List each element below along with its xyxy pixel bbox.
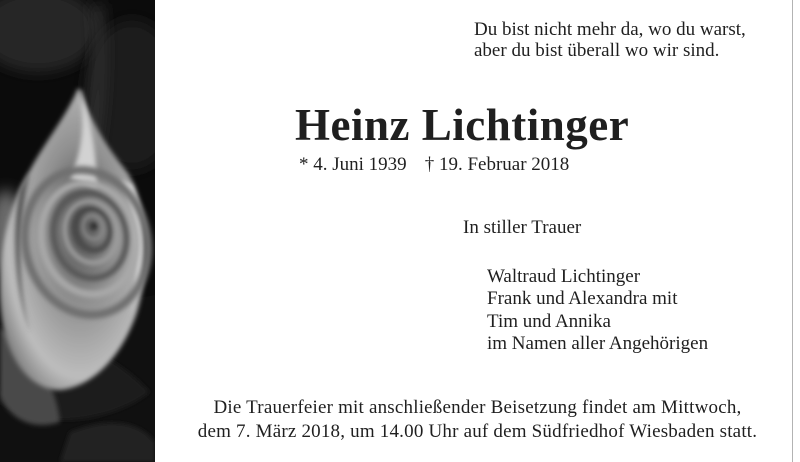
epigraph-line-1: Du bist nicht mehr da, wo du warst, <box>474 19 746 40</box>
deceased-name: Heinz Lichtinger <box>295 100 630 150</box>
rose-image <box>0 0 155 462</box>
funeral-announcement <box>155 396 800 444</box>
epigraph-line-2: aber du bist überall wo wir sind. <box>474 40 720 61</box>
mourner-line: Waltraud Lichtinger <box>487 266 641 287</box>
life-dates <box>299 154 569 176</box>
rose-photo <box>0 0 155 462</box>
mourner-line: im Namen aller Angehörigen <box>487 332 709 354</box>
epigraph <box>474 19 746 61</box>
death-date: † 19. Februar 2018 <box>424 154 570 175</box>
mourner-line: Frank und Alexandra mit <box>487 288 678 310</box>
birth-date: * 4. Juni 1939 <box>299 154 407 175</box>
funeral-line-2: dem 7. März 2018, um 14.00 Uhr auf dem Südfriedhof Wiesbaden statt. <box>197 421 758 442</box>
mourners-list <box>487 266 708 355</box>
funeral-line-1: Die Trauerfeier mit anschließender Beisetzung findet am Mittwoch, <box>213 397 742 418</box>
mourning-intro: In stiller Trauer <box>463 217 582 238</box>
scan-edge-line <box>792 0 793 462</box>
mourner-line: Tim und Annika <box>487 310 611 332</box>
